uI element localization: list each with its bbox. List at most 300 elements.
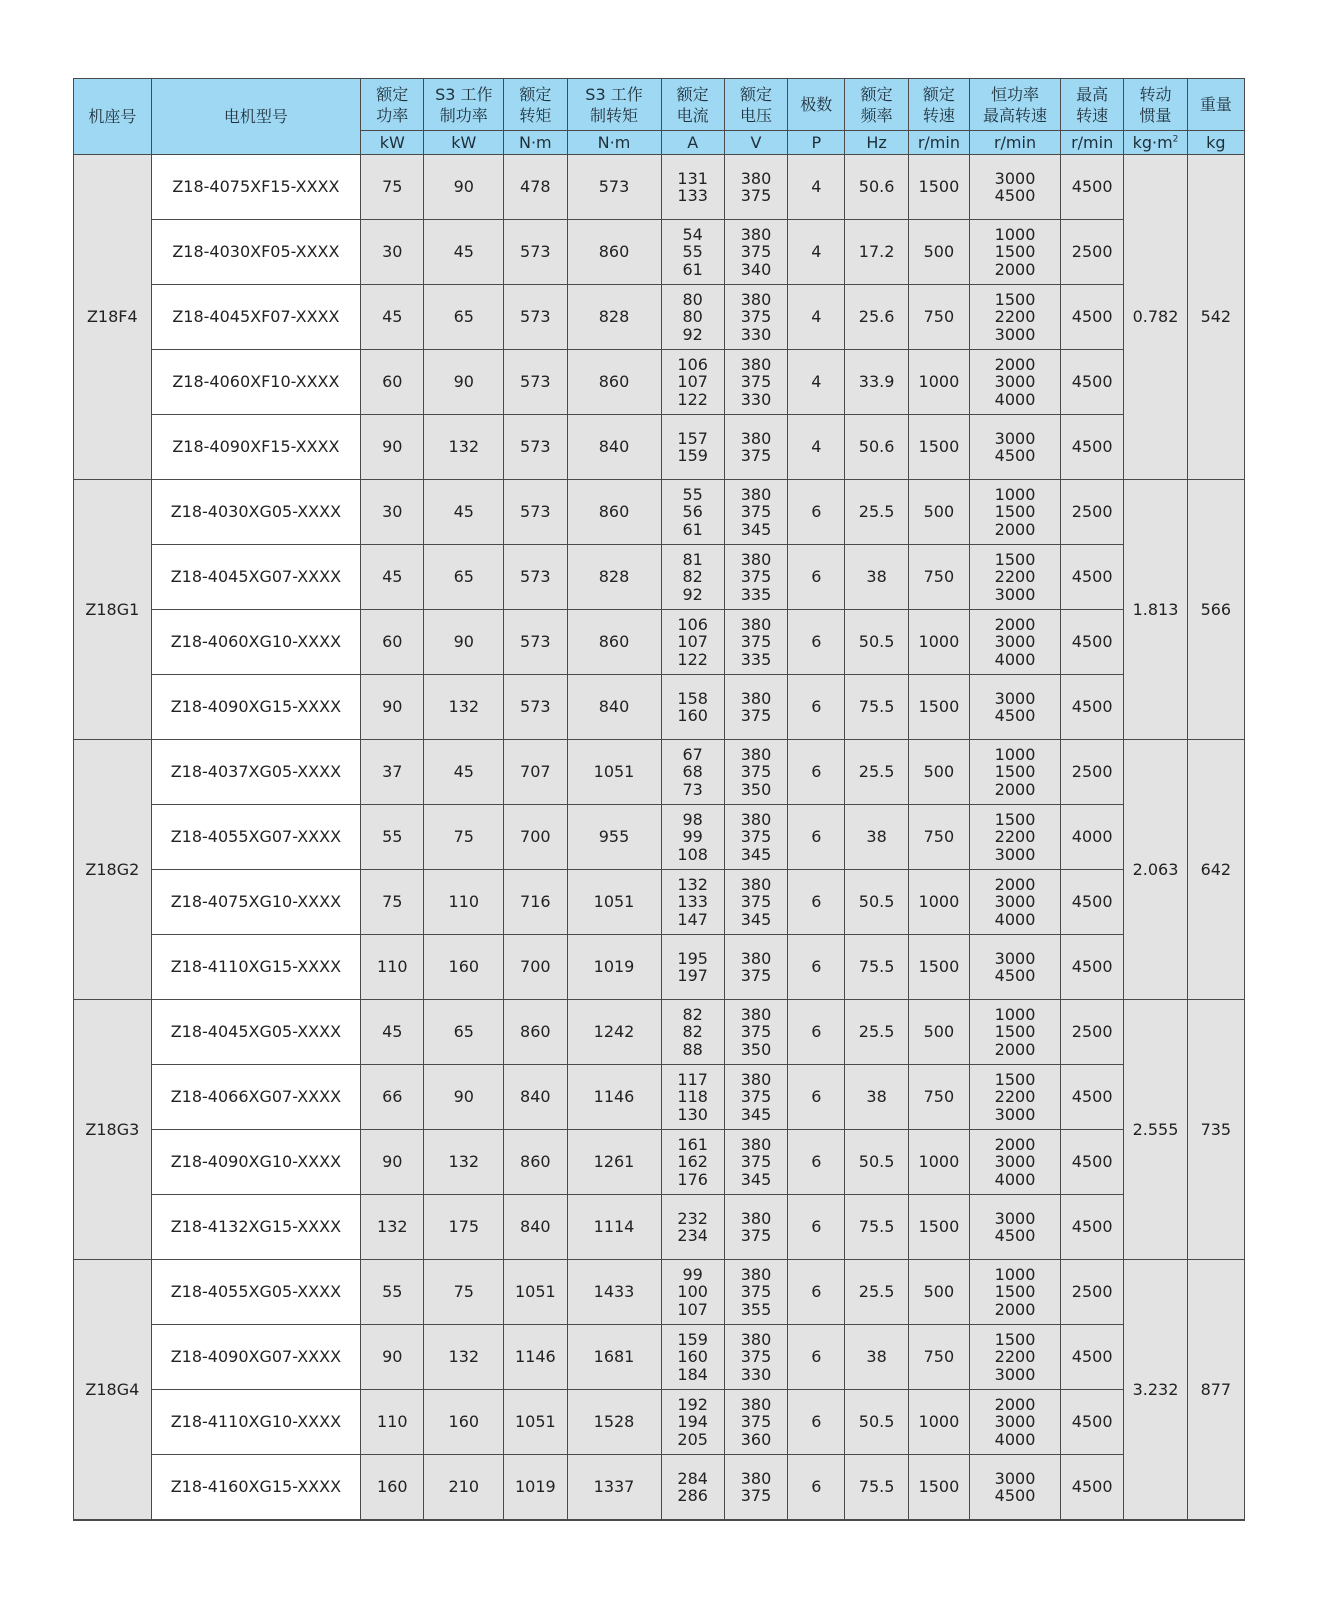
s3-torque-cell: 1051: [567, 870, 661, 935]
rated-voltage-cell: [724, 480, 787, 545]
rated-power-cell: 30: [361, 480, 424, 545]
s3-torque-cell: 860: [567, 480, 661, 545]
rated-torque-cell: 573: [504, 610, 567, 675]
rated-voltage-cell: [724, 740, 787, 805]
poles-cell: 6: [788, 1130, 845, 1195]
rated-current-cell-line: 100: [677, 1282, 708, 1302]
rated-current-cell-line: 55: [682, 242, 703, 262]
max-speed-cell: 4500: [1060, 1130, 1123, 1195]
rated-current-cell-line: 131: [677, 168, 708, 188]
rated-torque-cell: 573: [504, 350, 567, 415]
rated-voltage-cell-line: 330: [740, 1364, 772, 1384]
s3-torque-cell: 828: [567, 285, 661, 350]
rated-voltage-cell-line: 380: [740, 948, 772, 968]
rated-freq-cell: 38: [845, 545, 908, 610]
s3-torque-cell: 860: [567, 220, 661, 285]
rated-freq-cell: 50.5: [845, 610, 908, 675]
unit-rated-freq: Hz: [845, 131, 908, 155]
rated-torque-cell: 840: [504, 1195, 567, 1260]
rated-current-cell-line: 68: [682, 762, 703, 782]
header-rated-freq: 额定 频率: [845, 79, 908, 131]
rated-voltage-cell: [724, 545, 787, 610]
table-row: [74, 415, 1245, 480]
rated-voltage-cell: [724, 1065, 787, 1130]
rated-torque-cell: 1019: [504, 1455, 567, 1520]
rated-voltage-cell-line: 380: [740, 1329, 772, 1349]
rated-voltage-cell-line: 375: [740, 1152, 772, 1172]
rated-freq-cell: 75.5: [845, 935, 908, 1000]
s3-power-cell: 90: [424, 350, 504, 415]
const-power-speed-cell-line: 1500: [994, 1069, 1036, 1089]
unit-rated-voltage: V: [724, 131, 787, 155]
const-power-speed-cell-line: 3000: [994, 584, 1036, 604]
const-power-speed-cell: [970, 480, 1061, 545]
rated-current-cell-line: 55: [682, 484, 703, 504]
model-cell: Z18-4090XG10-XXXX: [151, 1130, 360, 1195]
model-cell: Z18-4090XG15-XXXX: [151, 675, 360, 740]
const-power-speed-cell-line: 3000: [994, 168, 1036, 188]
rated-freq-cell: 33.9: [845, 350, 908, 415]
inertia-cell: 3.232: [1124, 1260, 1187, 1520]
const-power-speed-cell: [970, 1195, 1061, 1260]
const-power-speed-cell-line: 1000: [994, 1264, 1036, 1284]
const-power-speed-cell: [970, 805, 1061, 870]
table-row: [74, 350, 1245, 415]
table-header: [74, 79, 1245, 155]
rated-current-cell-line: 133: [677, 186, 708, 205]
const-power-speed-cell: [970, 740, 1061, 805]
s3-torque-cell: 1261: [567, 1130, 661, 1195]
rated-voltage-cell-line: 380: [740, 1394, 772, 1414]
rated-current-cell: [661, 1130, 724, 1195]
rated-current-cell-line: 56: [682, 502, 703, 522]
rated-power-cell: 90: [361, 415, 424, 480]
table-row: [74, 610, 1245, 675]
s3-torque-cell: 1051: [567, 740, 661, 805]
const-power-speed-cell-line: 1500: [994, 549, 1036, 569]
max-speed-cell: 4500: [1060, 1455, 1123, 1520]
rated-current-cell-line: 234: [677, 1226, 708, 1245]
table-body: [74, 155, 1245, 1520]
rated-voltage-cell-line: 350: [740, 779, 772, 799]
max-speed-cell: 4500: [1060, 285, 1123, 350]
rated-power-cell: 55: [361, 1260, 424, 1325]
rated-voltage-cell-line: 345: [740, 519, 772, 539]
rated-current-cell-line: 108: [677, 844, 708, 864]
rated-voltage-cell: [724, 415, 787, 480]
s3-torque-cell: 1114: [567, 1195, 661, 1260]
const-power-speed-cell-line: 2000: [994, 1394, 1036, 1414]
rated-voltage-cell-line: 375: [740, 502, 772, 522]
max-speed-cell: 4500: [1060, 350, 1123, 415]
rated-current-cell-line: 130: [677, 1104, 708, 1124]
rated-voltage-cell-line: 380: [740, 1264, 772, 1284]
rated-voltage-cell-line: 375: [740, 372, 772, 392]
weight-cell: 642: [1187, 740, 1244, 1000]
rated-current-cell-line: 205: [677, 1429, 708, 1449]
rated-current-cell-line: 147: [677, 909, 708, 929]
header-s3-torque: S3 工作 制转矩: [567, 79, 661, 131]
const-power-speed-cell: [970, 1000, 1061, 1065]
const-power-speed-cell-line: 1500: [994, 1022, 1036, 1042]
const-power-speed-cell: [970, 1065, 1061, 1130]
poles-cell: 6: [788, 675, 845, 740]
rated-current-cell-line: 82: [682, 567, 703, 587]
unit-s3-torque: N·m: [567, 131, 661, 155]
header-rated-power: 额定 功率: [361, 79, 424, 131]
rated-freq-cell: 25.5: [845, 1000, 908, 1065]
model-cell: Z18-4037XG05-XXXX: [151, 740, 360, 805]
rated-current-cell-line: 107: [677, 632, 708, 652]
table-row: [74, 1390, 1245, 1455]
rated-voltage-cell-line: 380: [740, 428, 772, 448]
rated-current-cell-line: 162: [677, 1152, 708, 1172]
model-cell: Z18-4132XG15-XXXX: [151, 1195, 360, 1260]
header-rated-speed: 额定 转速: [908, 79, 969, 131]
rated-current-cell-line: 159: [677, 446, 708, 465]
const-power-speed-cell-line: 3000: [994, 1104, 1036, 1124]
const-power-speed-cell-line: 3000: [994, 844, 1036, 864]
rated-voltage-cell-line: 380: [740, 1208, 772, 1228]
s3-power-cell: 110: [424, 870, 504, 935]
const-power-speed-cell-line: 2000: [994, 874, 1036, 894]
rated-current-cell: [661, 1195, 724, 1260]
rated-voltage-cell-line: 375: [740, 827, 772, 847]
rated-power-cell: 45: [361, 285, 424, 350]
const-power-speed-cell: [970, 935, 1061, 1000]
rated-voltage-cell-line: 375: [740, 1486, 772, 1505]
rated-voltage-cell-line: 380: [740, 744, 772, 764]
rated-voltage-cell-line: 355: [740, 1299, 772, 1319]
const-power-speed-cell-line: 1000: [994, 1004, 1036, 1024]
rated-current-cell-line: 176: [677, 1169, 708, 1189]
rated-voltage-cell-line: 375: [740, 1087, 772, 1107]
rated-freq-cell: 25.5: [845, 480, 908, 545]
rated-voltage-cell-line: 380: [740, 484, 772, 504]
rated-current-cell-line: 73: [682, 779, 703, 799]
rated-current-cell-line: 99: [682, 827, 703, 847]
rated-power-cell: 90: [361, 1325, 424, 1390]
poles-cell: 4: [788, 220, 845, 285]
rated-current-cell: [661, 870, 724, 935]
s3-torque-cell: 840: [567, 675, 661, 740]
rated-voltage-cell-line: 380: [740, 549, 772, 569]
rated-speed-cell: 1500: [908, 935, 969, 1000]
poles-cell: 4: [788, 350, 845, 415]
rated-power-cell: 75: [361, 870, 424, 935]
const-power-speed-cell: [970, 415, 1061, 480]
rated-speed-cell: 500: [908, 480, 969, 545]
const-power-speed-cell-line: 1000: [994, 224, 1036, 244]
rated-power-cell: 60: [361, 350, 424, 415]
rated-power-cell: 75: [361, 155, 424, 220]
rated-freq-cell: 50.5: [845, 1390, 908, 1455]
s3-power-cell: 132: [424, 675, 504, 740]
rated-current-cell: [661, 1065, 724, 1130]
rated-freq-cell: 38: [845, 1325, 908, 1390]
s3-power-cell: 90: [424, 610, 504, 675]
rated-voltage-cell-line: 380: [740, 809, 772, 829]
unit-rated-current: A: [661, 131, 724, 155]
poles-cell: 6: [788, 805, 845, 870]
rated-voltage-cell: [724, 1390, 787, 1455]
rated-torque-cell: 860: [504, 1130, 567, 1195]
rated-speed-cell: 750: [908, 285, 969, 350]
rated-voltage-cell-line: 375: [740, 1226, 772, 1245]
rated-voltage-cell: [724, 935, 787, 1000]
const-power-speed-cell-line: 1000: [994, 744, 1036, 764]
max-speed-cell: 2500: [1060, 740, 1123, 805]
rated-speed-cell: 750: [908, 545, 969, 610]
poles-cell: 6: [788, 1455, 845, 1520]
rated-voltage-cell: [724, 1325, 787, 1390]
rated-current-cell-line: 81: [682, 549, 703, 569]
const-power-speed-cell-line: 3000: [994, 372, 1036, 392]
rated-freq-cell: 17.2: [845, 220, 908, 285]
const-power-speed-cell: [970, 285, 1061, 350]
const-power-speed-cell-line: 1000: [994, 484, 1036, 504]
max-speed-cell: 4500: [1060, 610, 1123, 675]
table-row: [74, 740, 1245, 805]
const-power-speed-cell-line: 1500: [994, 289, 1036, 309]
table-row: [74, 220, 1245, 285]
rated-voltage-cell-line: 380: [740, 224, 772, 244]
model-cell: Z18-4110XG10-XXXX: [151, 1390, 360, 1455]
const-power-speed-cell-line: 2000: [994, 1039, 1036, 1059]
rated-voltage-cell-line: 345: [740, 1104, 772, 1124]
header-weight: 重量: [1187, 79, 1244, 131]
rated-torque-cell: 573: [504, 285, 567, 350]
rated-current-cell: [661, 675, 724, 740]
s3-torque-cell: 1433: [567, 1260, 661, 1325]
rated-power-cell: 45: [361, 1000, 424, 1065]
poles-cell: 6: [788, 610, 845, 675]
poles-cell: 6: [788, 1000, 845, 1065]
weight-cell: 566: [1187, 480, 1244, 740]
unit-max-speed: r/min: [1060, 131, 1123, 155]
table-row: [74, 1195, 1245, 1260]
s3-torque-cell: 1019: [567, 935, 661, 1000]
const-power-speed-cell-line: 4000: [994, 1429, 1036, 1449]
s3-power-cell: 132: [424, 1130, 504, 1195]
rated-current-cell-line: 194: [677, 1412, 708, 1432]
s3-power-cell: 160: [424, 935, 504, 1000]
const-power-speed-cell: [970, 1325, 1061, 1390]
rated-voltage-cell-line: 380: [740, 1069, 772, 1089]
max-speed-cell: 4500: [1060, 675, 1123, 740]
unit-const-power-speed: r/min: [970, 131, 1061, 155]
max-speed-cell: 4500: [1060, 545, 1123, 610]
rated-freq-cell: 25.6: [845, 285, 908, 350]
rated-current-cell-line: 117: [677, 1069, 708, 1089]
rated-current-cell-line: 107: [677, 1299, 708, 1319]
rated-current-cell-line: 195: [677, 948, 708, 968]
rated-current-cell-line: 132: [677, 874, 708, 894]
model-cell: Z18-4090XF15-XXXX: [151, 415, 360, 480]
table-row: [74, 675, 1245, 740]
const-power-speed-cell: [970, 1260, 1061, 1325]
const-power-speed-cell: [970, 870, 1061, 935]
rated-torque-cell: 700: [504, 805, 567, 870]
model-cell: Z18-4045XF07-XXXX: [151, 285, 360, 350]
header-frame: 机座号: [74, 79, 152, 155]
weight-cell: 877: [1187, 1260, 1244, 1520]
rated-current-cell: [661, 935, 724, 1000]
s3-torque-cell: 1337: [567, 1455, 661, 1520]
table-row: [74, 1065, 1245, 1130]
rated-power-cell: 160: [361, 1455, 424, 1520]
rated-torque-cell: 860: [504, 1000, 567, 1065]
rated-current-cell: [661, 1390, 724, 1455]
const-power-speed-cell-line: 3000: [994, 1152, 1036, 1172]
rated-voltage-cell-line: 345: [740, 844, 772, 864]
rated-current-cell-line: 122: [677, 649, 708, 669]
table-row: [74, 155, 1245, 220]
rated-voltage-cell: [724, 350, 787, 415]
rated-torque-cell: 1146: [504, 1325, 567, 1390]
rated-speed-cell: 1500: [908, 155, 969, 220]
const-power-speed-cell-line: 2200: [994, 827, 1036, 847]
rated-voltage-cell-line: 330: [740, 324, 772, 344]
rated-voltage-cell-line: 375: [740, 1347, 772, 1367]
rated-speed-cell: 500: [908, 1260, 969, 1325]
rated-voltage-cell-line: 335: [740, 649, 772, 669]
unit-s3-power: kW: [424, 131, 504, 155]
rated-torque-cell: 573: [504, 220, 567, 285]
const-power-speed-cell-line: 2000: [994, 519, 1036, 539]
rated-speed-cell: 1500: [908, 1455, 969, 1520]
rated-speed-cell: 500: [908, 220, 969, 285]
max-speed-cell: 4500: [1060, 1325, 1123, 1390]
s3-torque-cell: 828: [567, 545, 661, 610]
const-power-speed-cell: [970, 1455, 1061, 1520]
rated-freq-cell: 50.6: [845, 155, 908, 220]
s3-power-cell: 132: [424, 1325, 504, 1390]
const-power-speed-cell-line: 2000: [994, 1299, 1036, 1319]
rated-voltage-cell-line: 375: [740, 186, 772, 205]
rated-torque-cell: 573: [504, 415, 567, 480]
max-speed-cell: 4500: [1060, 1065, 1123, 1130]
model-cell: Z18-4055XG07-XXXX: [151, 805, 360, 870]
const-power-speed-cell-line: 4000: [994, 389, 1036, 409]
const-power-speed-cell-line: 4000: [994, 909, 1036, 929]
rated-power-cell: 37: [361, 740, 424, 805]
poles-cell: 6: [788, 480, 845, 545]
rated-power-cell: 132: [361, 1195, 424, 1260]
rated-current-cell-line: 160: [677, 706, 708, 725]
header-max-speed: 最高 转速: [1060, 79, 1123, 131]
max-speed-cell: 4500: [1060, 415, 1123, 480]
poles-cell: 4: [788, 415, 845, 480]
rated-current-cell-line: 80: [682, 307, 703, 327]
rated-current-cell: [661, 1260, 724, 1325]
table-row: [74, 935, 1245, 1000]
rated-current-cell-line: 99: [682, 1264, 703, 1284]
const-power-speed-cell-line: 4500: [994, 186, 1036, 205]
rated-speed-cell: 750: [908, 805, 969, 870]
header-poles: 极数: [788, 79, 845, 131]
const-power-speed-cell-line: 1500: [994, 809, 1036, 829]
header-rated-torque: 额定 转矩: [504, 79, 567, 131]
const-power-speed-cell-line: 2200: [994, 307, 1036, 327]
s3-power-cell: 45: [424, 220, 504, 285]
const-power-speed-cell-line: 4500: [994, 1486, 1036, 1505]
unit-rated-torque: N·m: [504, 131, 567, 155]
const-power-speed-cell-line: 3000: [994, 428, 1036, 448]
const-power-speed-cell-line: 2000: [994, 614, 1036, 634]
poles-cell: 6: [788, 935, 845, 1000]
rated-voltage-cell: [724, 1455, 787, 1520]
rated-current-cell: [661, 740, 724, 805]
rated-speed-cell: 1000: [908, 1130, 969, 1195]
const-power-speed-cell-line: 2000: [994, 779, 1036, 799]
rated-voltage-cell: [724, 220, 787, 285]
const-power-speed-cell-line: 4500: [994, 1226, 1036, 1245]
rated-current-cell-line: 160: [677, 1347, 708, 1367]
rated-current-cell: [661, 545, 724, 610]
weight-cell: 542: [1187, 155, 1244, 480]
const-power-speed-cell: [970, 1390, 1061, 1455]
rated-torque-cell: 478: [504, 155, 567, 220]
rated-voltage-cell: [724, 610, 787, 675]
rated-current-cell-line: 80: [682, 289, 703, 309]
table-row: [74, 1000, 1245, 1065]
rated-speed-cell: 750: [908, 1325, 969, 1390]
frame-cell: Z18G2: [74, 740, 152, 1000]
rated-voltage-cell: [724, 675, 787, 740]
table-row: [74, 1130, 1245, 1195]
const-power-speed-cell-line: 4500: [994, 446, 1036, 465]
rated-current-cell: [661, 1455, 724, 1520]
rated-voltage-cell: [724, 805, 787, 870]
rated-current-cell: [661, 480, 724, 545]
s3-torque-cell: 1146: [567, 1065, 661, 1130]
poles-cell: 6: [788, 1195, 845, 1260]
rated-current-cell-line: 92: [682, 324, 703, 344]
header-inertia: 转动 惯量: [1124, 79, 1187, 131]
header-s3-power: S3 工作 制功率: [424, 79, 504, 131]
rated-power-cell: 90: [361, 675, 424, 740]
const-power-speed-cell-line: 3000: [994, 948, 1036, 968]
rated-voltage-cell-line: 375: [740, 307, 772, 327]
const-power-speed-cell-line: 2200: [994, 1347, 1036, 1367]
s3-torque-cell: 860: [567, 610, 661, 675]
rated-current-cell-line: 67: [682, 744, 703, 764]
s3-power-cell: 45: [424, 480, 504, 545]
rated-power-cell: 110: [361, 1390, 424, 1455]
rated-current-cell-line: 118: [677, 1087, 708, 1107]
rated-power-cell: 30: [361, 220, 424, 285]
const-power-speed-cell-line: 3000: [994, 324, 1036, 344]
rated-current-cell-line: 159: [677, 1329, 708, 1349]
rated-voltage-cell-line: 375: [740, 1412, 772, 1432]
rated-speed-cell: 750: [908, 1065, 969, 1130]
rated-voltage-cell-line: 380: [740, 688, 772, 708]
rated-current-cell-line: 158: [677, 688, 708, 708]
rated-current-cell-line: 133: [677, 892, 708, 912]
const-power-speed-cell-line: 3000: [994, 892, 1036, 912]
rated-power-cell: 90: [361, 1130, 424, 1195]
rated-torque-cell: 1051: [504, 1390, 567, 1455]
rated-voltage-cell-line: 380: [740, 614, 772, 634]
inertia-cell: 2.063: [1124, 740, 1187, 1000]
rated-current-cell-line: 106: [677, 354, 708, 374]
rated-freq-cell: 25.5: [845, 740, 908, 805]
rated-current-cell-line: 82: [682, 1022, 703, 1042]
poles-cell: 6: [788, 870, 845, 935]
rated-freq-cell: 50.5: [845, 1130, 908, 1195]
rated-voltage-cell-line: 345: [740, 909, 772, 929]
